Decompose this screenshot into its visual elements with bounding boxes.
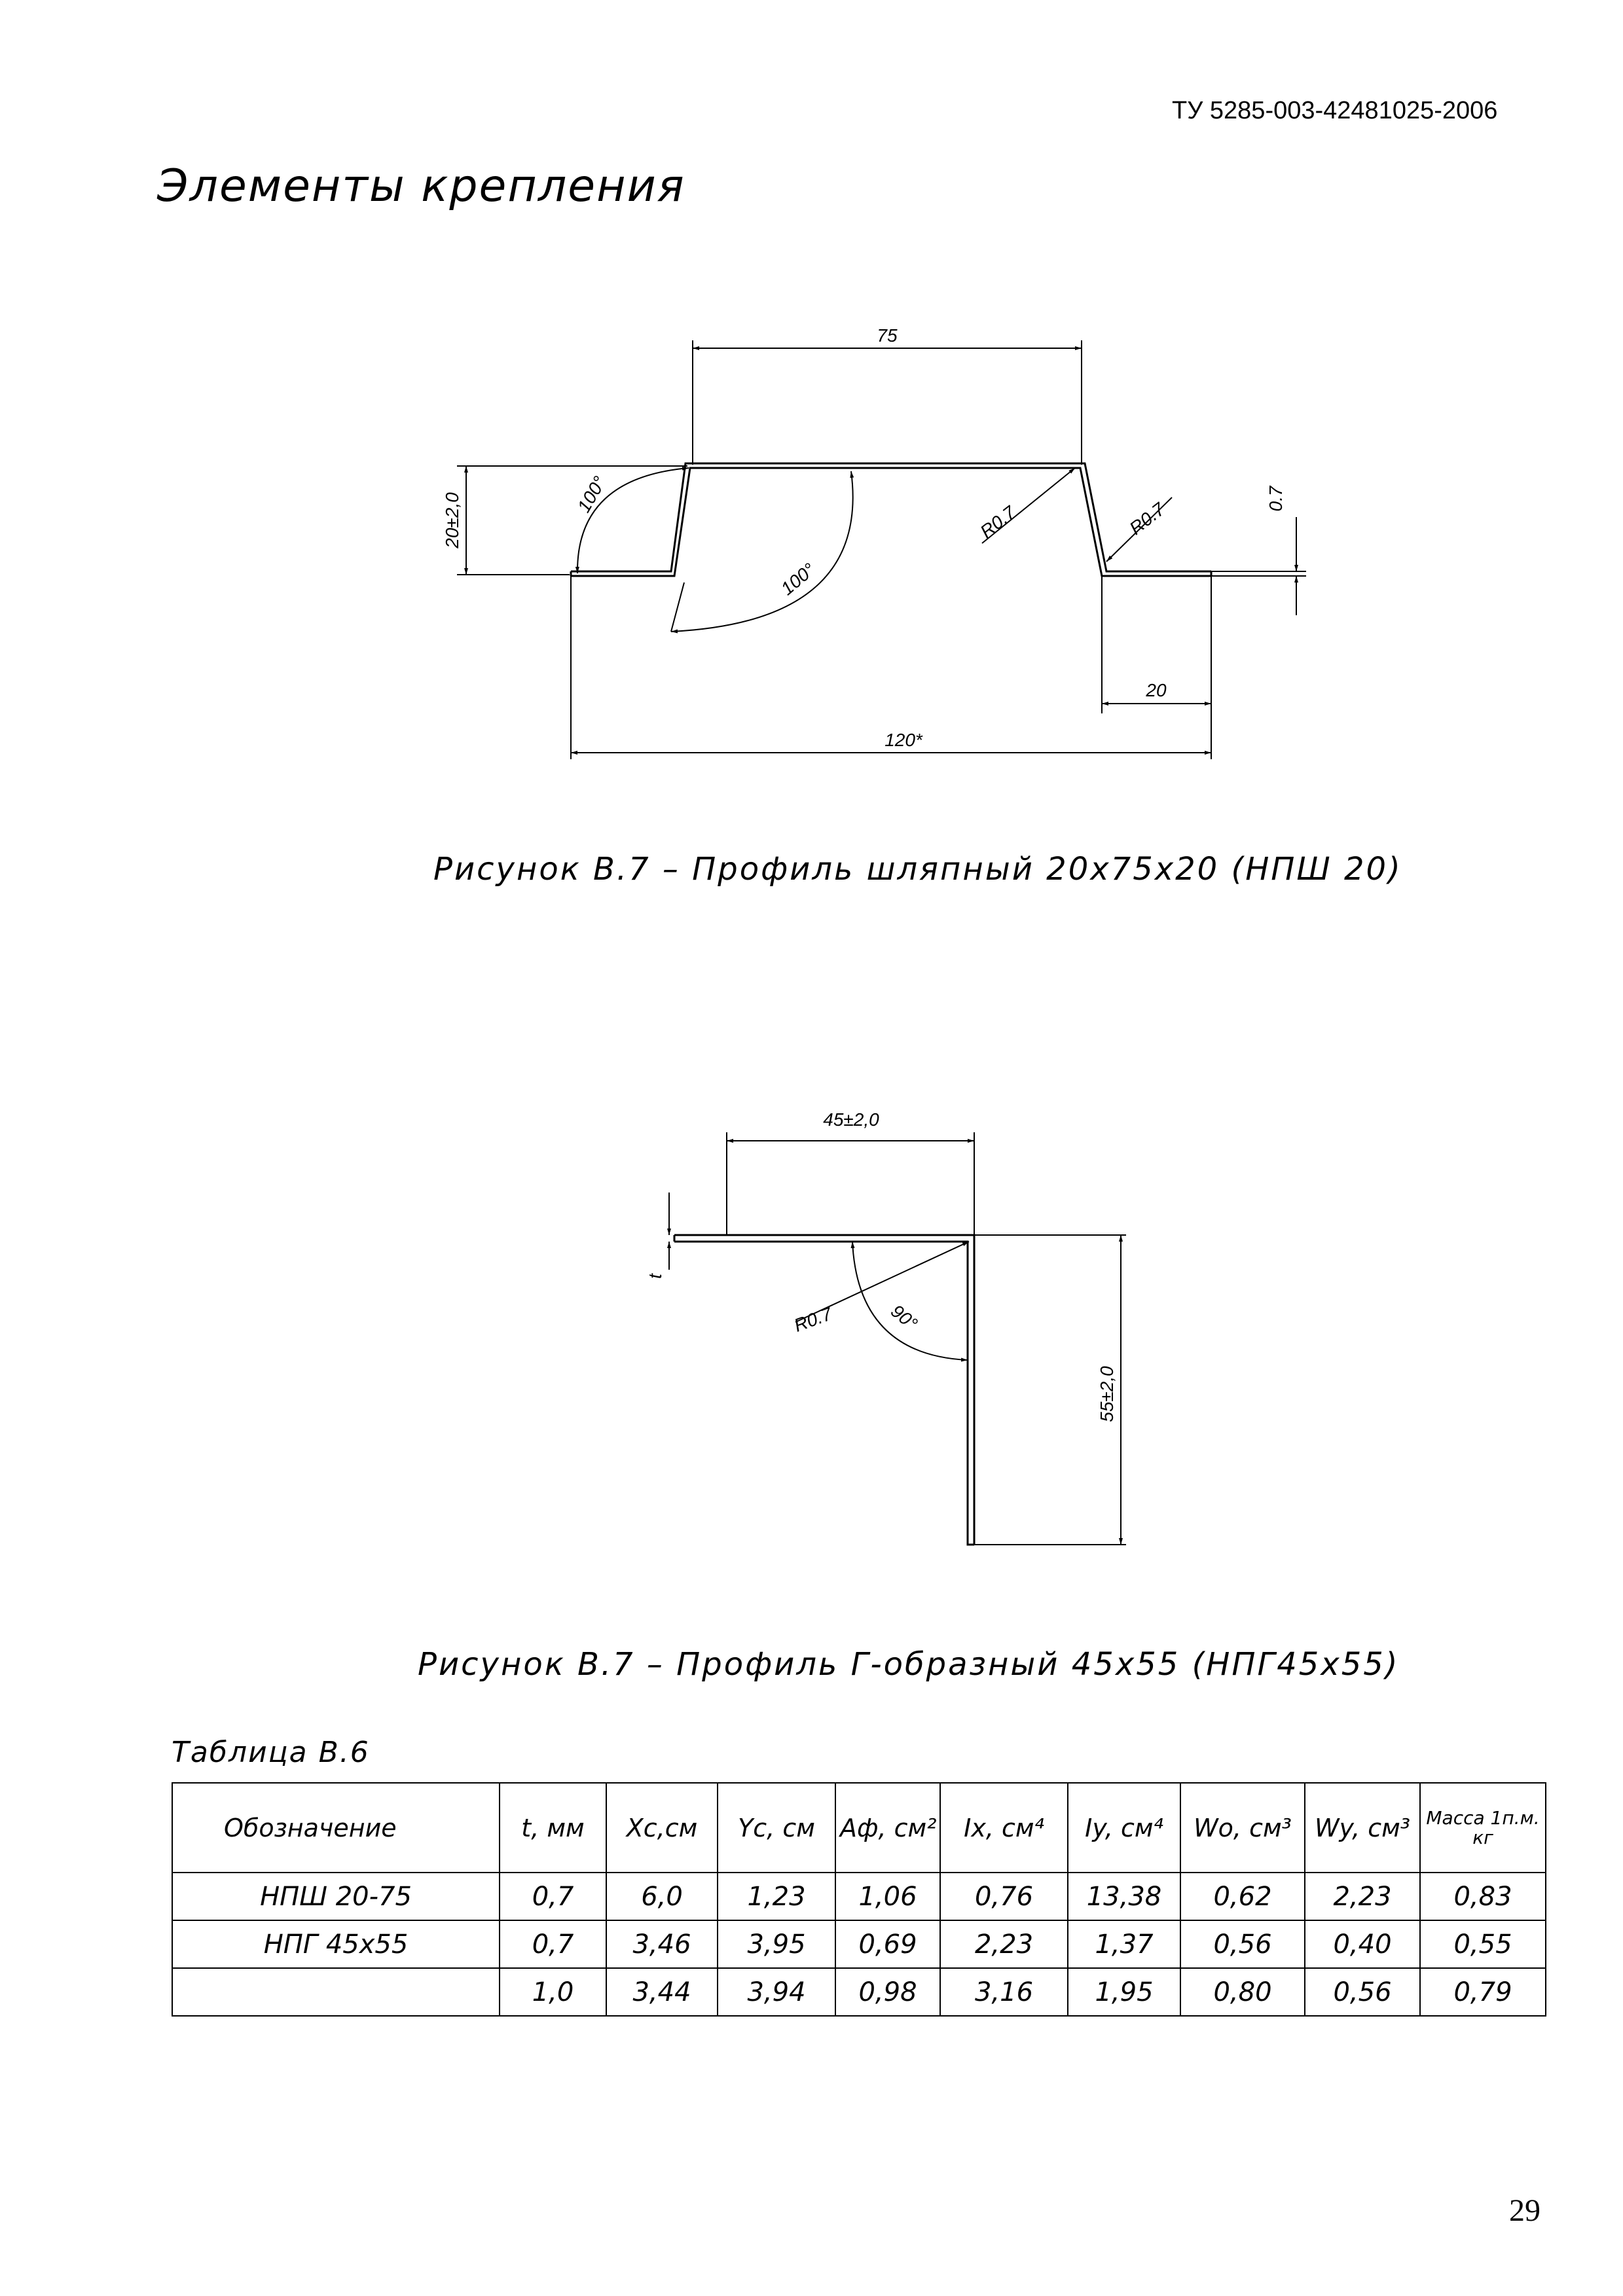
cell-wo: 0,62 xyxy=(1180,1873,1305,1920)
cell-ix: 2,23 xyxy=(940,1920,1068,1968)
dim-flange: 20 xyxy=(1146,680,1167,700)
header-iy: Iy, см⁴ xyxy=(1068,1783,1180,1873)
dim-overall: 120* xyxy=(884,730,922,750)
cell-xc: 3,44 xyxy=(606,1968,718,2016)
cell-iy: 1,37 xyxy=(1068,1920,1180,1968)
dim-top-width: 75 xyxy=(877,325,898,346)
cell-wy: 2,23 xyxy=(1305,1873,1420,1920)
dim-angle: 90° xyxy=(886,1300,922,1335)
figure2-caption: Рисунок В.7 – Профиль Г-образный 45х55 (НПГ45х55) xyxy=(418,1646,1400,1683)
cell-yc: 1,23 xyxy=(718,1873,835,1920)
cell-yc: 3,95 xyxy=(718,1920,835,1968)
dim-width: 45±2,0 xyxy=(823,1109,879,1130)
header-designation: Обозначение xyxy=(172,1783,500,1873)
cell-yc: 3,94 xyxy=(718,1968,835,2016)
header-t: t, мм xyxy=(500,1783,606,1873)
cell-t: 1,0 xyxy=(500,1968,606,2016)
cell-af: 0,98 xyxy=(835,1968,940,2016)
properties-table xyxy=(172,1782,1546,2017)
cell-wy: 0,56 xyxy=(1305,1968,1420,2016)
dim-radius: R0.7 xyxy=(791,1303,835,1336)
cell-wo: 0,80 xyxy=(1180,1968,1305,2016)
dim-height: 20±2,0 xyxy=(442,492,462,548)
dim-radius-left: R0.7 xyxy=(976,502,1020,542)
table-row xyxy=(172,1968,1546,2016)
cell-mass: 0,55 xyxy=(1420,1920,1546,1968)
cell-ix: 0,76 xyxy=(940,1873,1068,1920)
cell-t: 0,7 xyxy=(500,1873,606,1920)
dim-angle-inner: 100° xyxy=(776,559,820,600)
cell-mass: 0,79 xyxy=(1420,1968,1546,2016)
cell-af: 0,69 xyxy=(835,1920,940,1968)
table-row xyxy=(172,1873,1546,1920)
cell-mass: 0,83 xyxy=(1420,1873,1546,1920)
cell-wy: 0,40 xyxy=(1305,1920,1420,1968)
cell-iy: 1,95 xyxy=(1068,1968,1180,2016)
cell-wo: 0,56 xyxy=(1180,1920,1305,1968)
header-xc: Хс,см xyxy=(606,1783,718,1873)
page-number: 29 xyxy=(1509,2193,1541,2228)
l-outline-inner xyxy=(674,1235,974,1545)
cell-designation: НПШ 20-75 xyxy=(172,1873,500,1920)
profile-outline-inner xyxy=(571,463,1211,571)
dim-thickness: 0.7 xyxy=(1266,486,1286,512)
table-header-row xyxy=(172,1783,1546,1873)
dim-thickness: t xyxy=(645,1274,665,1279)
cell-iy: 13,38 xyxy=(1068,1873,1180,1920)
dim-radius-right: R0.7 xyxy=(1125,499,1169,539)
dim-angle-left: 100° xyxy=(573,473,610,516)
header-ix: Ix, см⁴ xyxy=(940,1783,1068,1873)
page-title: Элементы крепления xyxy=(157,160,685,212)
header-af: Аф, см² xyxy=(835,1783,940,1873)
cell-ix: 3,16 xyxy=(940,1968,1068,2016)
header-yc: Yc, см xyxy=(718,1783,835,1873)
cell-xc: 6,0 xyxy=(606,1873,718,1920)
header-wo: Wo, см³ xyxy=(1180,1783,1305,1873)
table-row xyxy=(172,1920,1546,1968)
profile-outline-outer xyxy=(571,468,1211,576)
dim-height: 55±2,0 xyxy=(1097,1366,1117,1422)
document-number: ТУ 5285-003-42481025-2006 xyxy=(1172,97,1498,124)
table-label: Таблица В.6 xyxy=(172,1736,370,1769)
header-wy: Wy, см³ xyxy=(1305,1783,1420,1873)
header-mass: Масса 1п.м. кг xyxy=(1420,1783,1546,1873)
cell-designation xyxy=(172,1968,500,2016)
hat-profile-drawing xyxy=(0,0,1623,851)
l-outline-outer xyxy=(674,1242,974,1545)
cell-af: 1,06 xyxy=(835,1873,940,1920)
cell-xc: 3,46 xyxy=(606,1920,718,1968)
figure1-caption: Рисунок В.7 – Профиль шляпный 20х75х20 (НПШ 20) xyxy=(433,851,1402,888)
cell-t: 0,7 xyxy=(500,1920,606,1968)
cell-designation: НПГ 45х55 xyxy=(172,1920,500,1968)
l-profile-drawing xyxy=(0,1080,1623,1604)
